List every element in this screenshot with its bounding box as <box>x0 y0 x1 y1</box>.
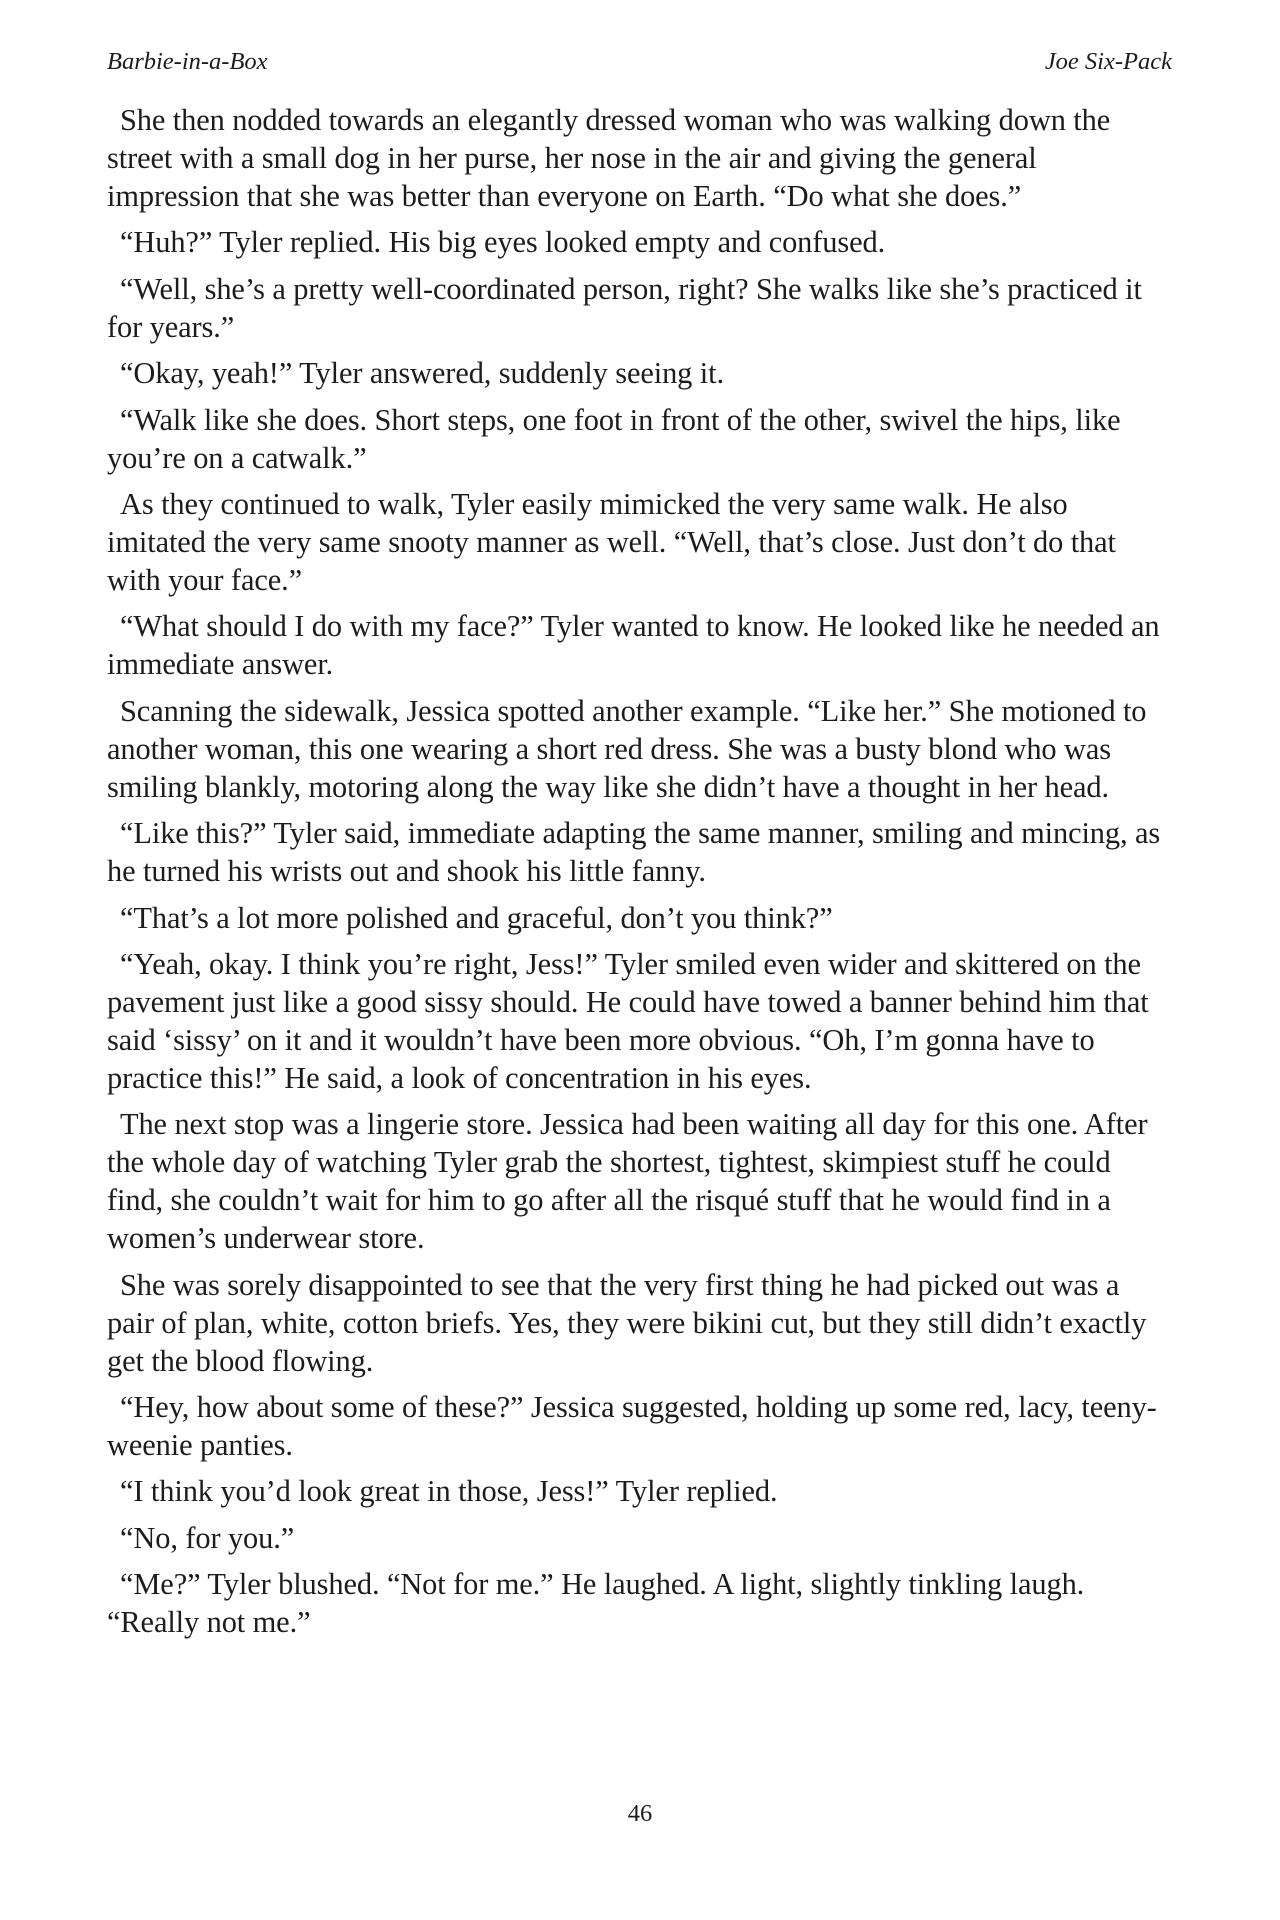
paragraph: “Hey, how about some of these?” Jessica suggested, holding up some red, lacy, teeny-weenie panties. <box>107 1390 1157 1463</box>
book-title: Barbie-in-a-Box <box>107 48 268 75</box>
author-name: Joe Six-Pack <box>1044 48 1172 75</box>
paragraph: “That’s a lot more polished and graceful, don’t you think?” <box>120 900 833 935</box>
paragraph: As they continued to walk, Tyler easily mimicked the very same walk. He also imitated the very same snooty manner as well. “Well, that’s close. Just don’t do that with your face.” <box>107 486 1116 597</box>
paragraph: “Huh?” Tyler replied. His big eyes looked empty and confused. <box>120 225 886 260</box>
page-number: 46 <box>627 1800 653 1827</box>
paragraph: “Well, she’s a pretty well-coordinated person, right? She walks like she’s practiced it for years.” <box>107 271 1142 344</box>
body-text <box>107 101 1173 1650</box>
paragraph: “Like this?” Tyler said, immediate adapting the same manner, smiling and mincing, as he turned his wrists out and shook his little fanny. <box>107 816 1161 889</box>
paragraph: Scanning the sidewalk, Jessica spotted another example. “Like her.” She motioned to another woman, this one wearing a short red dress. She was a busty blond who was smiling blankly, motoring along the way like she didn’t have a thought in her head. <box>107 693 1147 804</box>
running-header <box>107 48 1172 82</box>
paragraph: “Okay, yeah!” Tyler answered, suddenly seeing it. <box>120 356 724 391</box>
paragraph: The next stop was a lingerie store. Jessica had been waiting all day for this one. After the whole day of watching Tyler grab the shortest, tightest, skimpiest stuff he could find, she couldn’t wait for him to go after all the risqué stuff that he would find in a women’s underwear store. <box>107 1107 1148 1256</box>
paragraph: “I think you’d look great in those, Jess!” Tyler replied. <box>120 1474 778 1509</box>
paragraph: “What should I do with my face?” Tyler wanted to know. He looked like he needed an immediate answer. <box>107 609 1160 682</box>
paragraph: She then nodded towards an elegantly dressed woman who was walking down the street with a small dog in her purse, her nose in the air and giving the general impression that she was better than everyone on Earth. “Do what she does.” <box>107 103 1111 213</box>
paragraph: She was sorely disappointed to see that the very first thing he had picked out was a pair of plan, white, cotton briefs. Yes, they were bikini cut, but they still didn’t exactly get the blood flowing. <box>107 1267 1147 1378</box>
paragraph: “Me?” Tyler blushed. “Not for me.” He laughed. A light, slightly tinkling laugh. “Really not me.” <box>107 1567 1085 1640</box>
paragraph: “Walk like she does. Short steps, one foot in front of the other, swivel the hips, like you’re on a catwalk.” <box>107 402 1121 475</box>
paragraph: “Yeah, okay. I think you’re right, Jess!” Tyler smiled even wider and skittered on the pavement just like a good sissy should. He could have towed a banner behind him that said ‘sissy’ on it and it wouldn’t have been more obvious. “Oh, I’m gonna have to practice this!” He said, a look of concentration in his eyes. <box>107 946 1149 1095</box>
paragraph: “No, for you.” <box>120 1520 295 1555</box>
